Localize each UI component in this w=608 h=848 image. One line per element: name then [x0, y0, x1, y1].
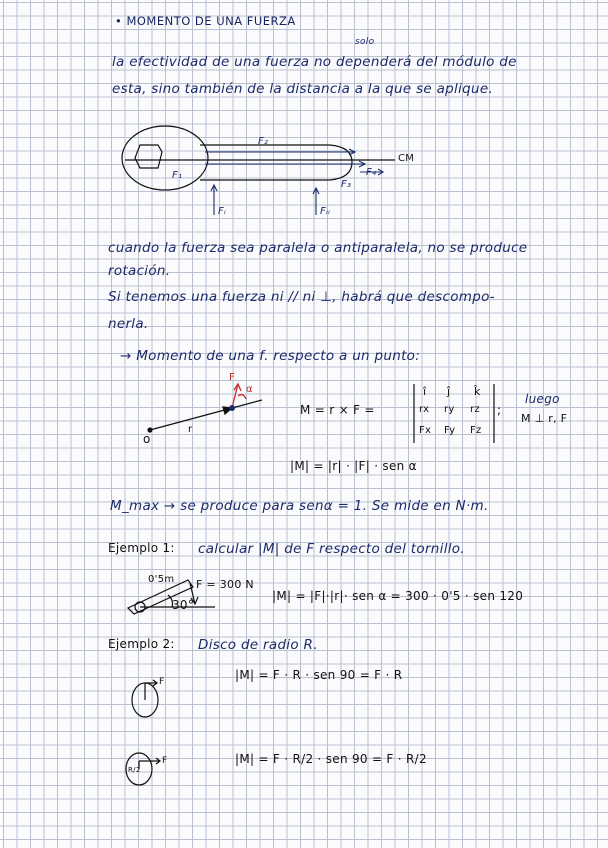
page-title: • MOMENTO DE UNA FUERZA: [115, 14, 296, 28]
ex2-label: Ejemplo 2:: [108, 637, 175, 651]
ex2-task: Disco de radio R.: [198, 637, 318, 653]
intro-line-2: esta, sino también de la distancia a la que se aplique.: [112, 81, 494, 97]
m-ry: ry: [444, 404, 455, 415]
disc-1-force-label: F: [159, 677, 165, 687]
inserted-word-solo: solo: [355, 37, 375, 47]
label-f3: F₃: [341, 179, 352, 190]
para2-line-2: nerla.: [108, 316, 149, 332]
m-rx: rx: [419, 404, 430, 415]
ex2-formula-1: |M| = F · R · sen 90 = F · R: [235, 668, 403, 682]
disc-2-force-label: F: [162, 756, 168, 766]
intro-line-1: la efectividad de una fuerza no dependerá del módulo de: [112, 54, 517, 70]
m-k: k̂: [474, 385, 481, 398]
label-fii: Fᵢᵢ: [320, 206, 331, 217]
f-label: F: [229, 372, 236, 383]
ex1-task: calcular |M| de F respecto del tornillo.: [198, 541, 465, 557]
label-f2: F₂: [258, 136, 269, 147]
m-fy: Fy: [444, 425, 456, 436]
luego-label: luego: [525, 392, 560, 406]
ex1-angle: 30°: [172, 598, 195, 612]
m-fz: Fz: [470, 425, 482, 436]
m-i: î: [423, 385, 427, 398]
ex1-label: Ejemplo 1:: [108, 541, 175, 555]
perpendicular-note: M ⊥ r, F: [521, 412, 568, 425]
ex1-force: F = 300 N: [196, 578, 254, 591]
ex1-distance: 0'5m: [148, 574, 175, 585]
para1-line-1: cuando la fuerza sea paralela o antiparalela, no se produce: [108, 240, 528, 256]
moment-heading: → Momento de una f. respecto a un punto:: [120, 348, 421, 364]
semicolon: ;: [497, 403, 502, 417]
m-j: ĵ: [447, 385, 451, 398]
disc-2-radius-label: R/2: [128, 766, 141, 774]
para2-line-1: Si tenemos una fuerza ni // ni ⊥, habrá que descompo-: [108, 289, 495, 305]
label-f4: F₄: [366, 167, 377, 178]
label-cm: CM: [398, 153, 415, 164]
ex1-formula: |M| = |F|·|r|· sen α = 300 · 0'5 · sen 120: [272, 589, 524, 603]
label-f1: F₁: [172, 170, 183, 181]
max-moment-line: M_max → se produce para senα = 1. Se mide en N·m.: [110, 498, 489, 514]
para1-line-2: rotación.: [108, 263, 171, 279]
ex2-formula-2: |M| = F · R/2 · sen 90 = F · R/2: [235, 752, 427, 766]
cross-product-eq: M = r × F =: [300, 403, 375, 417]
m-fx: Fx: [419, 425, 432, 436]
moment-magnitude: |M| = |r| · |F| · sen α: [290, 459, 417, 473]
origin-label: o: [143, 432, 151, 446]
label-fi: Fᵢ: [218, 206, 227, 217]
m-rz: rz: [470, 404, 480, 415]
r-label: r: [188, 424, 193, 435]
alpha-label: α: [246, 384, 253, 395]
